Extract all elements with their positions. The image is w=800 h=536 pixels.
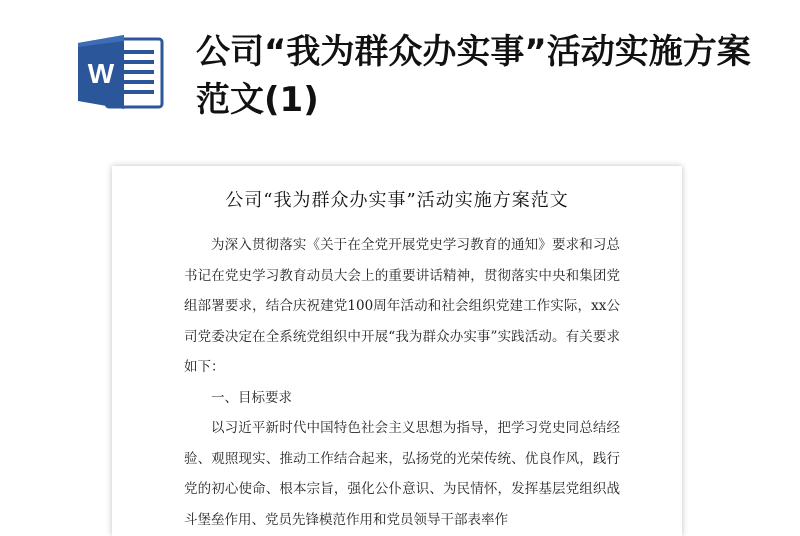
paragraph-intro: 为深入贯彻落实《关于在全党开展党史学习教育的通知》要求和习总书记在党史学习教育动员大会上的重要讲话精神，贯彻落实中央和集团党组部署要求，结合庆祝建党100周年活动和社会组织党建工作实际，xx公司党委决定在全系统党组织中开展“我为群众办实事”实践活动。有关要求如下： bbox=[184, 237, 620, 375]
section-heading: 一、目标要求 bbox=[211, 389, 292, 406]
header bbox=[0, 0, 800, 150]
document-title: 公司“我为群众办实事”活动实施方案范文 bbox=[225, 190, 569, 211]
word-icon bbox=[76, 33, 164, 111]
document-body bbox=[184, 230, 620, 535]
document-page bbox=[112, 166, 682, 536]
header-title: 公司“我为群众办实事”活动实施方案范文(1) bbox=[196, 32, 751, 120]
svg-text:W: W bbox=[87, 58, 115, 89]
paragraph-body: 以习近平新时代中国特色社会主义思想为指导，把学习党史同总结经验、观照现实、推动工作结合起来，弘扬党的光荣传统、优良作风，践行党的初心使命、根本宗旨，强化公仆意识、为民情怀，发挥基层党组织战斗堡垒作用、党员先锋模范作用和党员领导干部表率作 bbox=[184, 420, 620, 528]
